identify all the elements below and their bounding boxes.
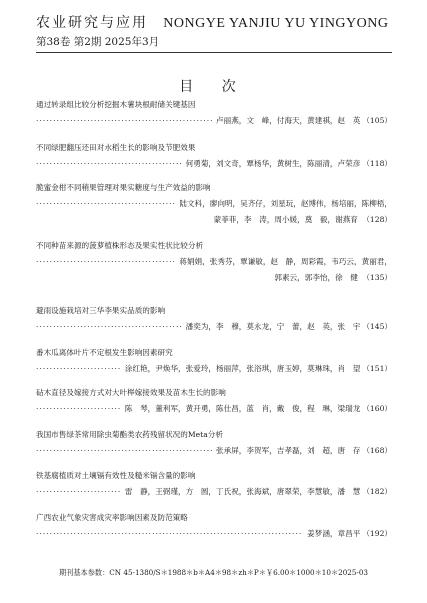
entry-line [36,156,392,172]
entry-line [36,526,392,542]
journal-masthead [36,12,388,32]
article-authors: 张承屏，李贺军，吉孝磊，刘 超，唐 存 [216,446,361,455]
leader-dots [36,113,212,129]
page-number[interactable]: （128） [362,215,392,224]
article-authors: 卢丽燕，文 峰，付海天，黄建祺，赵 英 [216,116,361,125]
article-title[interactable]: 铁基腐植质对土壤镉有效性及糙米镉含量的影响 [36,471,196,480]
entry-line [36,196,392,212]
article-authors: 陆文科，廖向明，吴齐仔，刘星玩，赵博伟，杨培丽，陈柳梧， [179,199,392,208]
article-authors-cont: 郭素云，郭李怡，徐 健 [274,273,358,282]
header-divider [36,52,392,53]
article-title[interactable]: 广西农业气象灾害成灾率影响因素及防范策略 [36,513,188,522]
toc-entry[interactable] [36,140,392,172]
toc-heading: 目 次 [179,79,248,95]
article-authors: 涂红艳，尹焕华，张爱玲，杨丽萍，张浴琪，唐玉婷，莫琳珠，肖 望 [124,364,361,373]
leader-dots [36,254,175,270]
page-number[interactable]: （135） [362,273,392,282]
article-title[interactable]: 砧木直径及嫁接方式对大叶榉嫁接效果及苗木生长的影响 [36,388,226,397]
journal-parameters: 期刊基本参数：CN 45-1380/S＊1988＊b＊A4＊98＊zh＊P＊￥6.00＊1000＊10＊2025-03 [58,568,369,577]
article-authors-cont: 蒙菲菲，李 涛，周小媛，奠 毅，谢燕育 [213,215,358,224]
journal-name-en: NONGYE YANJIU YU YINGYONG [163,16,389,31]
entry-line-cont [36,212,392,228]
toc-entry[interactable] [36,97,392,129]
toc-entry[interactable] [36,427,392,459]
article-title[interactable]: 不同绿肥翻压还田对水稻生长的影响及节肥效果 [36,143,196,152]
entry-line-cont [36,270,392,286]
toc-entry[interactable] [36,345,392,377]
page-number[interactable]: （145） [362,322,392,331]
article-authors: 何勇菊，刘文奇，覃杨华，黄树生，陈丽清，卢荣彦 [185,159,361,168]
article-authors: 姜梦涵，章昌平 [307,529,361,538]
journal-name-cn: 农业研究与应用 [36,15,148,31]
leader-dots [36,526,303,542]
page-number[interactable]: （160） [362,404,392,413]
issue-info: 第38卷 第2期 2025年3月 [36,36,160,48]
page-number[interactable]: （151） [362,364,392,373]
article-authors: 陈 琴，董利军，黄开勇，陈仕昌，蓝 肖，戴 俊，程 琳，梁瑞龙 [124,404,361,413]
article-authors: 雷 静，王弼瑾，方 圆，丁氏祝，张海斌，唐翠荣，李慧敏，潘 慧 [124,487,361,496]
article-title[interactable]: 不同种苗来源的菠萝植株形态及果实性状比较分析 [36,241,204,250]
toc-entry[interactable] [36,468,392,500]
toc-entry[interactable] [36,510,392,542]
toc-entry[interactable] [36,303,392,335]
article-title[interactable]: 通过转录组比较分析挖掘木薯块根耐储关键基因 [36,100,196,109]
page-number[interactable]: （168） [362,446,392,455]
page-number[interactable]: （182） [362,487,392,496]
toc-entry[interactable] [36,385,392,417]
toc-entry[interactable] [36,238,392,286]
leader-dots [36,156,182,172]
entry-line [36,319,392,335]
entry-line [36,113,392,129]
leader-dots [36,196,175,212]
leader-dots [36,401,121,417]
page-number[interactable]: （118） [362,159,392,168]
leader-dots [36,361,121,377]
article-title[interactable]: 番木瓜离体叶片不定根发生影响因素研究 [36,348,173,357]
article-authors: 潘奕为，李 穆，莫永龙，宁 蕾，赵 英，张 宇 [185,322,361,331]
entry-line [36,401,392,417]
article-authors: 蒋娟娟，张秀芬，覃谦敏，赵 静，周彩霞，韦巧云，黄丽君， [179,257,392,266]
leader-dots [36,484,121,500]
entry-line [36,254,392,270]
article-title[interactable]: 避雨设施栽培对三华李果实品质的影响 [36,306,166,315]
leader-dots [36,319,182,335]
entry-line [36,361,392,377]
toc-entry[interactable] [36,180,392,228]
page-number[interactable]: （105） [362,116,392,125]
article-title[interactable]: 脆蜜金柑不同稍果管理对果实糖度与生产效益的影响 [36,183,211,192]
page-number[interactable]: （192） [362,529,392,538]
entry-line [36,443,392,459]
entry-line [36,484,392,500]
leader-dots [36,443,212,459]
article-title[interactable]: 我国市售绿茶常用除虫菊酯类农药残留状况的Meta分析 [36,430,223,439]
